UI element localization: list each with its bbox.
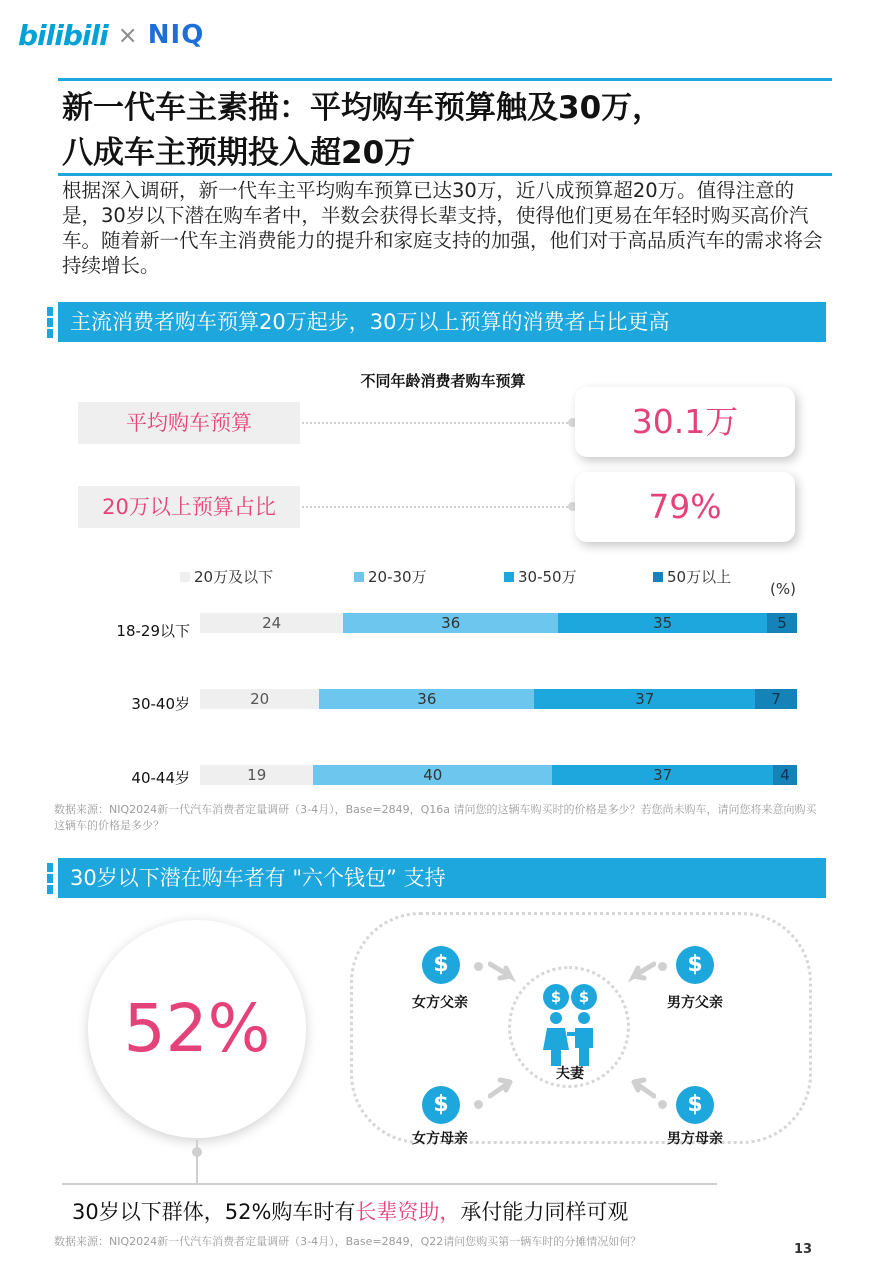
section-1-footnote: 数据来源：NIQ2024新一代汽车消费者定量调研（3-4月），Base=2849，Q16a 请问您的这辆车购买时的价格是多少？若您尚未购车，请问您将来意向购买这辆车的价格是多少？ — [54, 803, 817, 832]
chart-title: 不同年龄消费者购车预算 — [360, 372, 526, 390]
connector-dot — [474, 962, 483, 971]
arrow-icon — [488, 960, 520, 984]
connector-dot — [474, 1100, 483, 1109]
bar-segment-2: 40 — [313, 765, 552, 785]
dollar-coin-icon: $ — [543, 984, 569, 1010]
dollar-coin-icon: $ — [422, 1086, 460, 1124]
page-title-line-2: 八成车主预期投入超20万 — [62, 135, 416, 171]
legend-label: 50万以上 — [667, 568, 732, 586]
legend-swatch — [354, 572, 364, 582]
bar-segment-3: 35 — [558, 613, 767, 633]
legend-label: 20-30万 — [368, 568, 427, 586]
dollar-coin-icon: $ — [571, 984, 597, 1010]
bar-segment-4: 4 — [773, 765, 797, 785]
chart-legend — [0, 566, 886, 590]
title-top-rule — [58, 78, 832, 81]
section-2-heading: 30岁以下潜在购车者有 "六个钱包” 支持 — [58, 858, 826, 898]
party-husband-mother: 男方母亲 — [667, 1131, 723, 1147]
brand-logo — [18, 18, 204, 52]
bar-segment-3: 37 — [534, 689, 755, 709]
section-1-heading: 主流消费者购车预算20万起步，30万以上预算的消费者占比更高 — [58, 302, 826, 342]
legend-item-under-200k — [180, 566, 273, 587]
legend-swatch — [504, 572, 514, 582]
big-percent-value: 52% — [123, 990, 271, 1067]
intro-paragraph: 根据深入调研，新一代车主平均购车预算已达30万，近八成预算超20万。值得注意的是，30岁以下潜在购车者中，半数会获得长辈支持，使得他们更易在年轻时购买高价汽车。随着新一代车主消费能力的提升和家庭支持的加强，他们对于高品质汽车的需求将会持续增长。 — [62, 179, 823, 277]
connector-dot — [658, 962, 667, 971]
title-bottom-rule — [58, 173, 832, 176]
bar-segment-4: 7 — [755, 689, 797, 709]
party-couple: 夫妻 — [556, 1066, 584, 1082]
page-title-line-1: 新一代车主素描：平均购车预算触及30万， — [62, 90, 664, 126]
avg-budget-label: 平均购车预算 — [78, 402, 300, 444]
brand-separator: × — [117, 21, 138, 49]
bar-row-30-40 — [200, 689, 797, 709]
legend-swatch — [653, 572, 663, 582]
party-wife-mother: 女方母亲 — [412, 1131, 468, 1147]
legend-label: 30-50万 — [518, 568, 577, 586]
bar-segment-3: 37 — [552, 765, 773, 785]
summary-highlight: 长辈资助， — [355, 1200, 461, 1224]
dollar-coin-icon: $ — [422, 946, 460, 984]
bar-category-label: 40-44岁 — [131, 769, 190, 787]
chart-unit: (%) — [770, 580, 796, 598]
summary-text-before: 30岁以下群体，52%购车时有 — [72, 1200, 356, 1224]
page-title — [62, 86, 832, 176]
legend-item-300-500k — [504, 566, 577, 587]
stem-dot — [192, 1147, 202, 1157]
bar-row-18-29 — [200, 613, 797, 633]
page-number: 13 — [794, 1242, 813, 1257]
dollar-coin-icon: $ — [676, 1086, 714, 1124]
legend-item-over-500k — [653, 566, 731, 587]
legend-item-200-300k — [354, 566, 427, 587]
bar-segment-1: 24 — [200, 613, 343, 633]
arrow-icon — [624, 1074, 656, 1100]
legend-swatch — [180, 572, 190, 582]
couple-icon — [541, 1010, 599, 1068]
section-1-marker — [47, 307, 53, 339]
avg-budget-connector — [302, 422, 572, 424]
bar-segment-4: 5 — [767, 613, 797, 633]
bar-category-label: 30-40岁 — [131, 695, 190, 713]
bar-segment-2: 36 — [343, 613, 558, 633]
summary-text-after: 承付能力同样可观 — [460, 1200, 629, 1224]
over-200k-share-value-card: 79% — [575, 472, 795, 542]
party-wife-father: 女方父亲 — [412, 995, 468, 1011]
bilibili-logo: bilibili — [18, 18, 108, 52]
arrow-icon — [488, 1074, 520, 1100]
summary-baseline — [62, 1183, 717, 1185]
over-200k-share-label: 20万以上预算占比 — [78, 486, 300, 528]
bar-row-40-44 — [200, 765, 797, 785]
niq-logo: NIQ — [147, 20, 205, 50]
over-200k-share-connector — [302, 506, 572, 508]
dollar-coin-icon: $ — [676, 946, 714, 984]
party-husband-father: 男方父亲 — [667, 995, 723, 1011]
bar-category-label: 18-29以下 — [116, 622, 190, 640]
section-2-summary — [72, 1196, 628, 1226]
bar-segment-1: 20 — [200, 689, 319, 709]
section-2-footnote: 数据来源：NIQ2024新一代汽车消费者定量调研（3-4月），Base=2849，Q22请问您购买第一辆车时的分摊情况如何？ — [54, 1235, 642, 1248]
bar-segment-1: 19 — [200, 765, 313, 785]
arrow-icon — [624, 960, 656, 984]
section-2-marker — [47, 863, 53, 895]
bar-segment-2: 36 — [319, 689, 534, 709]
legend-label: 20万及以下 — [194, 568, 274, 586]
connector-dot — [658, 1100, 667, 1109]
avg-budget-value-card: 30.1万 — [575, 387, 795, 457]
